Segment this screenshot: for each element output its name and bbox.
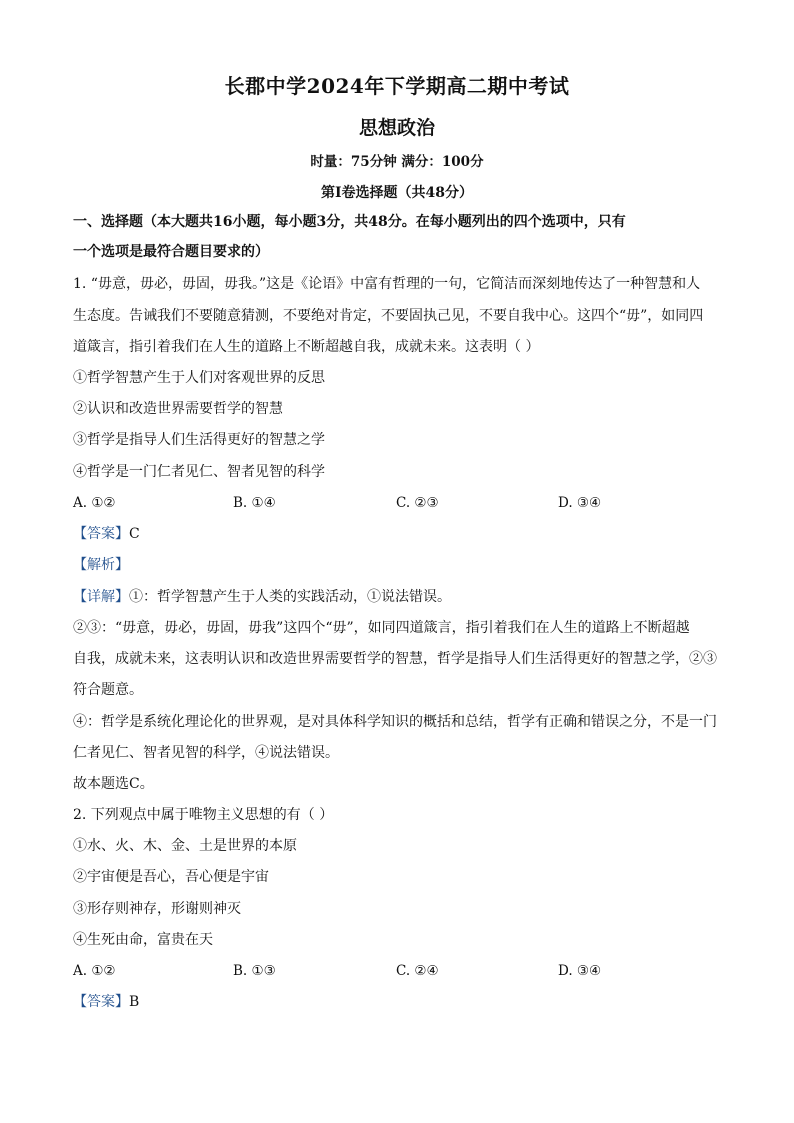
q2-item-4: ④生死由命，富贵在天 (73, 932, 213, 948)
q2-stem: 2. 下列观点中属于唯物主义思想的有（ ） (73, 807, 334, 823)
q1-analysis (73, 555, 129, 575)
q2-item-1: ①水、火、木、金、土是世界的本原 (73, 838, 297, 854)
q2-item-3: ③形存则神存，形谢则神灭 (73, 901, 241, 917)
part-heading: 第Ⅰ卷选择题（共48分） (320, 185, 474, 201)
q1-answer-value: C (129, 526, 140, 542)
q2-option-b: B. ①③ (233, 963, 276, 979)
q1-item-3: ③哲学是指导人们生活得更好的智慧之学 (73, 432, 325, 448)
exam-title: 长郡中学2024年下学期高二期中考试 (224, 74, 570, 98)
q1-option-d: D. ③④ (558, 495, 602, 511)
answer-tag: 【答案】 (73, 994, 129, 1010)
exam-subject: 思想政治 (358, 117, 435, 139)
q1-option-c: C. ②③ (396, 495, 439, 511)
section-heading-line-1: 一、选择题（本大题共16小题，每小题3分，共48分。在每小题列出的四个选项中，只有 (73, 214, 626, 230)
section-heading-line-2: 一个选项是最符合题目要求的） (73, 244, 269, 260)
q2-option-c: C. ②④ (396, 963, 439, 979)
q1-detail-line-1 (73, 587, 451, 607)
q1-stem-line-2: 生态度。告诫我们不要随意猜测，不要绝对肯定，不要固执己见，不要自我中心。这四个“毋”，如同四 (73, 308, 704, 324)
q1-detail-line-5: ④：哲学是系统化理论化的世界观，是对具体科学知识的概括和总结，哲学有正确和错误之分，不是一门 (73, 714, 717, 730)
exam-meta: 时量：75分钟 满分：100分 (310, 154, 484, 170)
q1-option-a: A. ①② (73, 495, 116, 511)
detail-tag: 【详解】 (73, 589, 129, 605)
q2-answer-value: B (129, 994, 140, 1010)
q1-option-b: B. ①④ (233, 495, 276, 511)
q2-answer (73, 992, 139, 1012)
q2-item-2: ②宇宙便是吾心，吾心便是宇宙 (73, 869, 269, 885)
q1-stem-line-1: 1. “毋意，毋必，毋固，毋我。”这是《论语》中富有哲理的一句，它简洁而深刻地传达了一种智慧和人 (73, 276, 701, 292)
q1-stem-line-3: 道箴言，指引着我们在人生的道路上不断超越自我，成就未来。这表明（ ） (73, 339, 540, 355)
q2-option-d: D. ③④ (558, 963, 602, 979)
analysis-tag: 【解析】 (73, 557, 129, 573)
q1-detail-line-6: 仁者见仁、智者见智的科学，④说法错误。 (73, 745, 339, 761)
q1-item-2: ②认识和改造世界需要哲学的智慧 (73, 401, 283, 417)
q1-detail-line-4: 符合题意。 (73, 682, 143, 698)
q1-detail-line-7: 故本题选C。 (73, 776, 154, 792)
q1-detail-line-3: 自我，成就未来，这表明认识和改造世界需要哲学的智慧，哲学是指导人们生活得更好的智慧之学，②③ (73, 651, 717, 667)
q1-detail-text-1: ①：哲学智慧产生于人类的实践活动，①说法错误。 (129, 589, 451, 605)
q1-answer (73, 524, 140, 544)
answer-tag: 【答案】 (73, 526, 129, 542)
q2-option-a: A. ①② (73, 963, 116, 979)
q1-item-1: ①哲学智慧产生于人们对客观世界的反思 (73, 370, 325, 386)
q1-detail-line-2: ②③：“毋意，毋必，毋固，毋我”这四个“毋”，如同四道箴言，指引着我们在人生的道路上不断超越 (73, 620, 690, 636)
q1-item-4: ④哲学是一门仁者见仁、智者见智的科学 (73, 464, 325, 480)
